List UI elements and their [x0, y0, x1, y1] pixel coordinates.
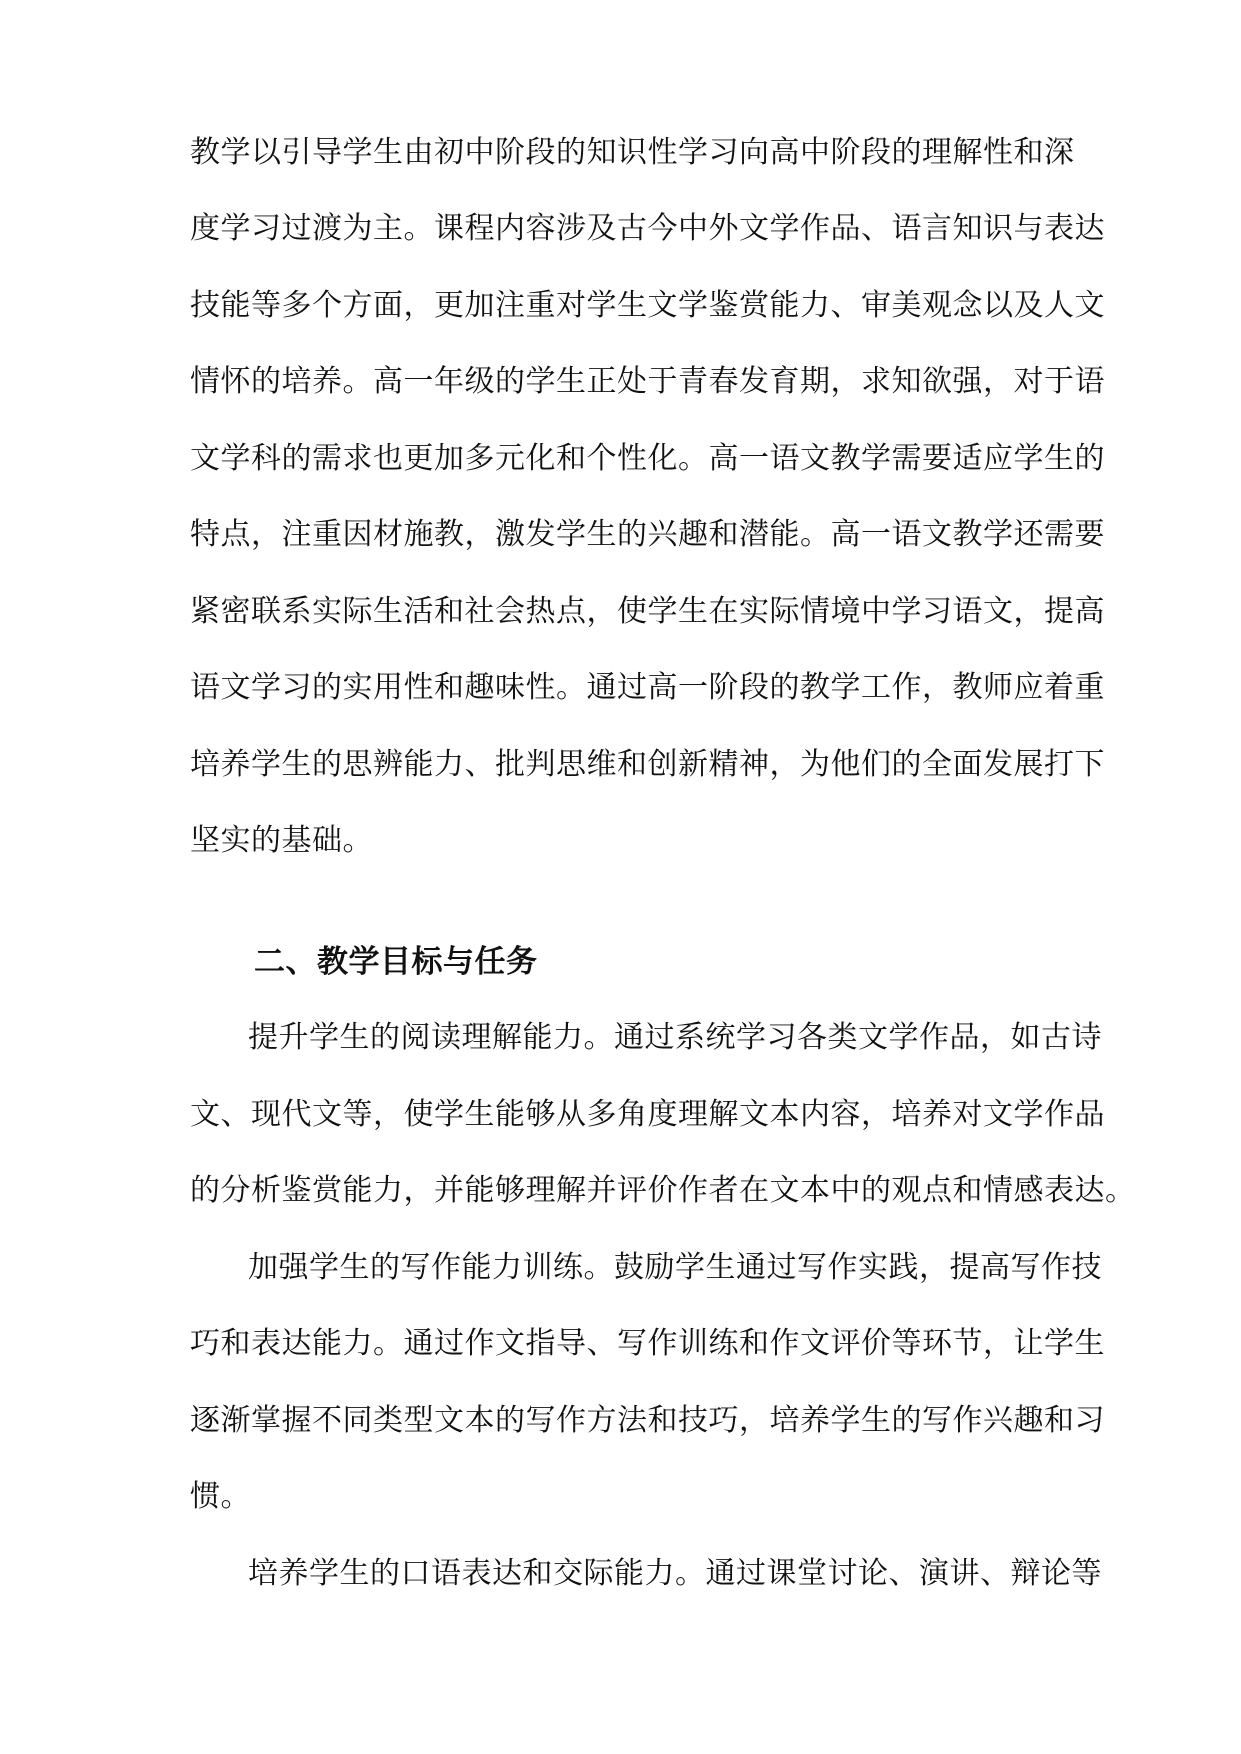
paragraph-line: 逐渐掌握不同类型文本的写作方法和技巧，培养学生的写作兴趣和习	[190, 1403, 1105, 1438]
paragraph-line: 培养学生的思辨能力、批判思维和创新精神，为他们的全面发展打下	[190, 747, 1105, 782]
paragraph-line: 文学科的需求也更加多元化和个性化。高一语文教学需要适应学生的	[190, 441, 1105, 476]
paragraph-line: 文、现代文等，使学生能够从多角度理解文本内容，培养对文学作品	[190, 1097, 1105, 1132]
paragraph-line: 提升学生的阅读理解能力。通过系统学习各类文学作品，如古诗	[248, 1020, 1102, 1055]
section-heading: 二、教学目标与任务	[254, 944, 538, 980]
paragraph-line: 教学以引导学生由初中阶段的知识性学习向高中阶段的理解性和深	[190, 135, 1075, 170]
paragraph-line: 情怀的培养。高一年级的学生正处于青春发育期，求知欲强，对于语	[190, 364, 1105, 399]
paragraph-line: 紧密联系实际生活和社会热点，使学生在实际情境中学习语文，提高	[190, 594, 1105, 629]
paragraph-line: 特点，注重因材施教，激发学生的兴趣和潜能。高一语文教学还需要	[190, 517, 1105, 552]
paragraph-line: 惯。	[190, 1479, 251, 1514]
paragraph-line: 的分析鉴赏能力，并能够理解并评价作者在文本中的观点和情感表达。	[190, 1173, 1136, 1208]
paragraph-line: 培养学生的口语表达和交际能力。通过课堂讨论、演讲、辩论等	[248, 1556, 1102, 1591]
paragraph-line: 语文学习的实用性和趣味性。通过高一阶段的教学工作，教师应着重	[190, 670, 1105, 705]
paragraph-line: 度学习过渡为主。课程内容涉及古今中外文学作品、语言知识与表达	[190, 211, 1105, 246]
paragraph-line: 技能等多个方面，更加注重对学生文学鉴赏能力、审美观念以及人文	[190, 288, 1105, 323]
paragraph-line: 坚实的基础。	[190, 823, 373, 858]
paragraph-line: 巧和表达能力。通过作文指导、写作训练和作文评价等环节，让学生	[190, 1326, 1105, 1361]
paragraph-line: 加强学生的写作能力训练。鼓励学生通过写作实践，提高写作技	[248, 1250, 1102, 1285]
